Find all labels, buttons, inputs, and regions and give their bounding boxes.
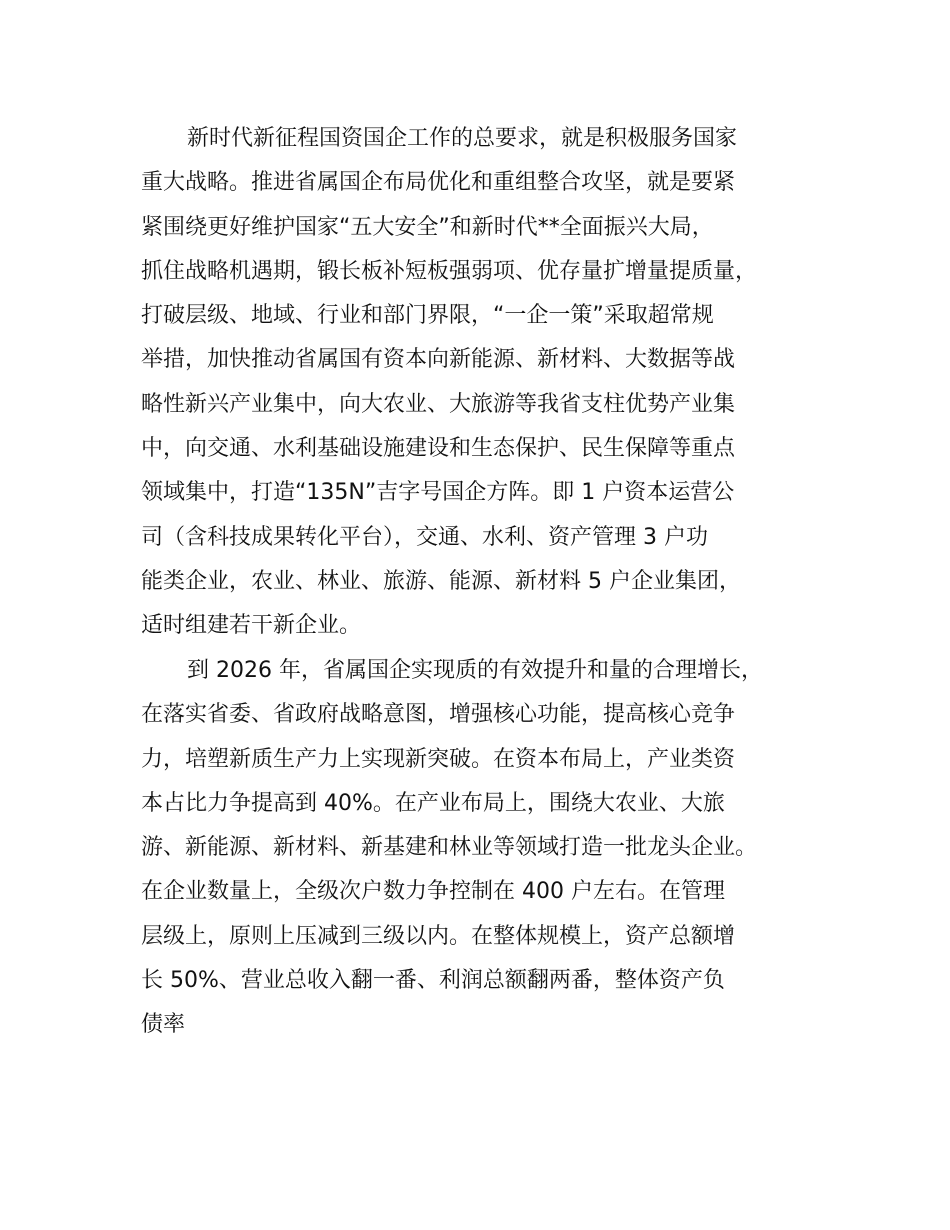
paragraph-line: 层级上，原则上压减到三级以内。在整体规模上，资产总额增 xyxy=(141,923,736,949)
paragraph-line: 力，培塑新质生产力上实现新突破。在资本布局上，产业类资 xyxy=(141,746,736,772)
paragraph-line: 能类企业，农业、林业、旅游、能源、新材料 5 户企业集团， xyxy=(141,568,741,594)
paragraph-line: 中，向交通、水利基础设施建设和生态保护、民生保障等重点 xyxy=(141,436,736,462)
paragraph-line: 债率 xyxy=(141,1012,186,1038)
paragraph-line: 本占比力争提高到 40%。在产业布局上，围绕大农业、大旅 xyxy=(141,790,725,816)
paragraph-line: 举措，加快推动省属国有资本向新能源、新材料、大数据等战 xyxy=(141,347,736,373)
paragraph-2 xyxy=(141,649,841,1048)
paragraph-line: 司（含科技成果转化平台），交通、水利、资产管理 3 户功 xyxy=(141,524,708,550)
paragraph-line: 长 50%、营业总收入翻一番、利润总额翻两番，整体资产负 xyxy=(141,968,725,994)
paragraph-line: 在落实省委、省政府战略意图，增强核心功能，提高核心竞争 xyxy=(141,702,736,728)
paragraph-line: 在企业数量上，全级次户数力争控制在 400 户左右。在管理 xyxy=(141,879,725,905)
paragraph-line: 略性新兴产业集中，向大农业、大旅游等我省支柱优势产业集 xyxy=(141,391,736,417)
paragraph-line: 重大战略。推进省属国企布局优化和重组整合攻坚，就是要紧 xyxy=(141,170,736,196)
paragraph-line: 新时代新征程国资国企工作的总要求，就是积极服务国家 xyxy=(187,126,738,151)
paragraph-line: 抓住战略机遇期，锻长板补短板强弱项、优存量扩增量提质量， xyxy=(141,258,758,284)
paragraph-line: 紧围绕更好维护国家“五大安全”和新时代**全面振兴大局， xyxy=(141,214,714,240)
paragraph-1 xyxy=(141,117,841,649)
paragraph-line: 打破层级、地域、行业和部门界限，“一企一策”采取超常规 xyxy=(141,303,714,329)
paragraph-line: 领域集中，打造“135N”吉字号国企方阵。即 1 户资本运营公 xyxy=(141,480,735,506)
paragraph-line: 适时组建若干新企业。 xyxy=(141,613,362,639)
paragraph-line: 游、新能源、新材料、新基建和林业等领域打造一批龙头企业。 xyxy=(141,835,758,861)
paragraph-line: 到 2026 年，省属国企实现质的有效提升和量的合理增长， xyxy=(187,658,763,683)
